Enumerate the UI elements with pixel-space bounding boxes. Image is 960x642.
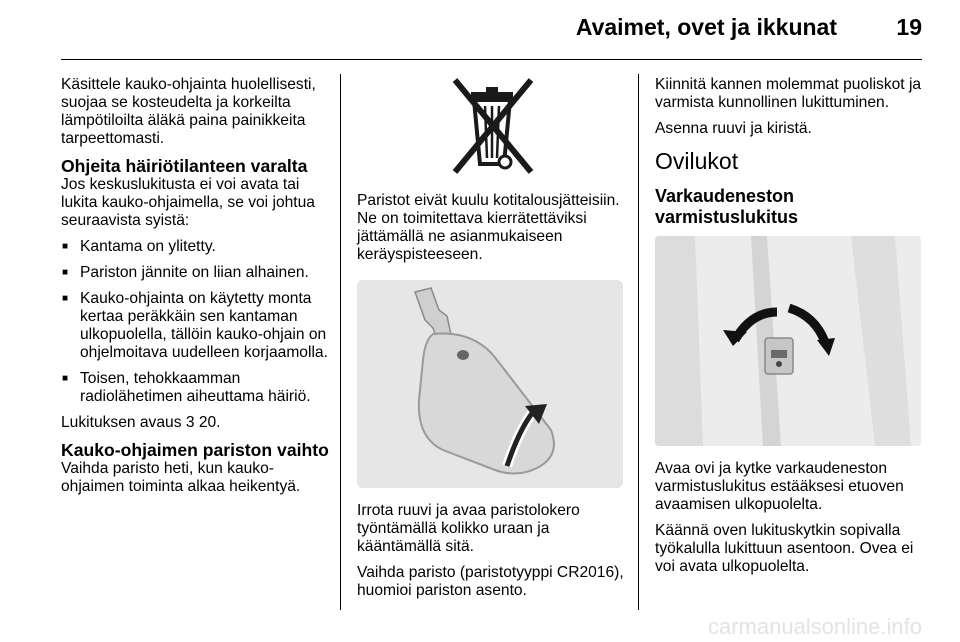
door-lock-figure — [655, 236, 921, 446]
left-column — [61, 76, 331, 504]
middle-column — [357, 76, 625, 608]
page-number: 19 — [896, 14, 922, 40]
section-heading-battery-change: Kauko-ohjaimen pariston vaihto — [61, 440, 329, 460]
door-lock-illustration — [655, 236, 921, 446]
remote-key-illustration — [357, 280, 623, 488]
child-lock-paragraph: Avaa ovi ja kytke varkaudeneston varmistuslukitus estääksesi etuoven avaamisen ulkopuolelta. — [655, 460, 904, 513]
list-item: ■ Kauko-ohjainta on käytetty monta kertaa peräkkäin sen kantaman ulkopuolella, tällöin kauko-ohjain on ohjelmoitava uudelleen korjaamolla. — [61, 290, 331, 362]
replace-battery-paragraph: Vaihda paristo (paristotyyppi CR2016), huomioi pariston asento. — [357, 564, 624, 599]
open-compartment-paragraph: Irrota ruuvi ja avaa paristolokero työntämällä kolikko uraan ja kääntämällä sitä. — [357, 502, 580, 555]
unlock-reference: Lukituksen avaus 3 20. — [61, 414, 221, 431]
lock-switch-paragraph: Käännä oven lukituskytkin sopivalla työkalulla lukittuun asentoon. Ovea ei voi avata ulkopuolelta. — [655, 522, 914, 575]
weee-symbol-figure — [357, 76, 625, 178]
header-rule — [61, 59, 922, 60]
crossed-bin-icon — [437, 76, 547, 178]
watermark: carmanualsonline.info — [707, 614, 922, 639]
column-divider-right — [638, 74, 639, 610]
screw-paragraph: Asenna ruuvi ja kiristä. — [655, 120, 812, 137]
list-item: ■ Kantama on ylitetty. — [61, 238, 331, 256]
intro-paragraph: Käsittele kauko-ohjainta huolellisesti, suojaa se kosteudelta ja korkeilta lämpötiloilta äläkä paina painikkeita tarpeettomasti. — [61, 76, 316, 147]
subsection-heading-child-lock: Varkaudeneston varmistuslukitus — [655, 186, 799, 227]
key-battery-figure — [357, 280, 623, 488]
cover-paragraph: Kiinnitä kannen molemmat puoliskot ja varmista kunnollinen lukittuminen. — [655, 76, 922, 111]
cause-list — [61, 238, 331, 406]
list-item: ■ Pariston jännite on liian alhainen. — [61, 264, 331, 282]
troubleshooting-intro: Jos keskuslukitusta ei voi avata tai lukita kauko-ohjaimella, se voi johtua seuraavista syistä: — [61, 176, 315, 229]
page-header-title: Avaimet, ovet ja ikkunat — [575, 14, 837, 40]
battery-change-paragraph: Vaihda paristo heti, kun kauko-ohjaimen toiminta alkaa heikentyä. — [61, 460, 301, 495]
right-column — [655, 76, 925, 584]
section-heading-door-locks: Ovilukot — [655, 148, 739, 174]
column-divider-left — [340, 74, 341, 610]
battery-disposal-paragraph: Paristot eivät kuulu kotitalousjätteisiin. Ne on toimitettava kierrätettäviksi jättämällä ne asianmukaiseen keräyspisteeseen. — [357, 192, 620, 263]
section-heading-troubleshooting: Ohjeita häiriötilanteen varalta — [61, 156, 308, 176]
list-item: ■ Toisen, tehokkaamman radiolähetimen aiheuttama häiriö. — [61, 370, 331, 406]
